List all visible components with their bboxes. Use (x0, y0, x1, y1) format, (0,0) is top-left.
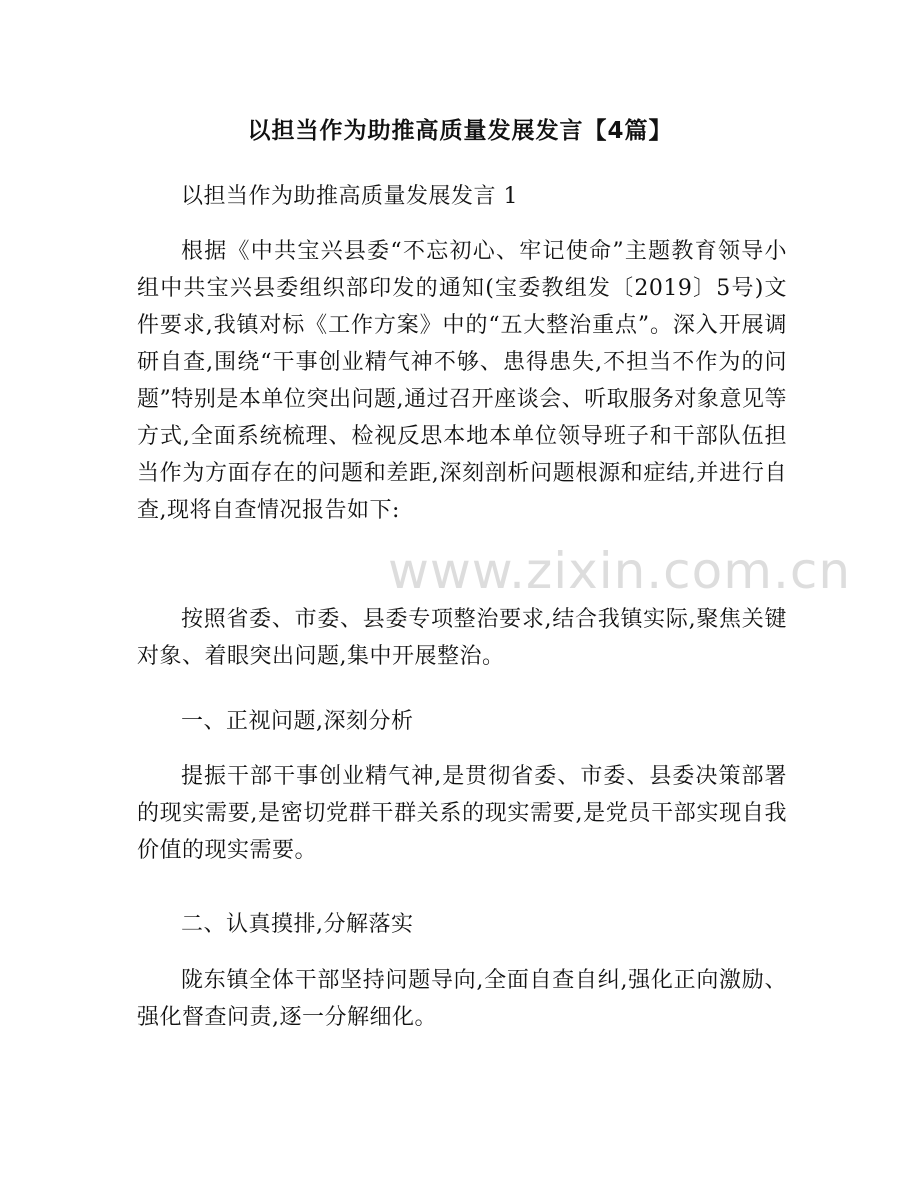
section-heading-1: 以担当作为助推高质量发展发言 1 (181, 184, 518, 209)
section-heading-investigate: 二、认真摸排,分解落实 (181, 912, 414, 937)
watermark: www.zixin.com.cn (388, 542, 852, 600)
document-title: 以担当作为助推高质量发展发言【4篇】 (247, 118, 673, 144)
paragraph-longdong: 陇东镇全体干部坚持问题导向,全面自查自纠,强化正向激励、强化督查问责,逐一分解细化。 (137, 968, 787, 1030)
paragraph-intro: 根据《中共宝兴县委“不忘初心、牢记使命”主题教育领导小组中共宝兴县委组织部印发的通知(宝委教组发〔2019〕5号)文件要求,我镇对标《工作方案》中的“五大整治重点”。深入开展调研自查,围绕“干事创业精气神不够、患得患失,不担当不作为的问题”特别是本单位突出问题,通过召开座谈会、听取服务对象意见等方式,全面系统梳理、检视反思本地本单位领导班子和干部队伍担当作为方面存在的问题和差距,深刻剖析问题根源和症结,并进行自查,现将自查情况报告如下: (137, 239, 787, 523)
paragraph-rectification: 按照省委、市委、县委专项整治要求,结合我镇实际,聚焦关键对象、着眼突出问题,集中开展整治。 (137, 607, 787, 669)
paragraph-morale: 提振干部干事创业精气神,是贯彻省委、市委、县委决策部署的现实需要,是密切党群干群关系的现实需要,是党员干部实现自我价值的现实需要。 (137, 764, 787, 863)
section-heading-face-problems: 一、正视问题,深刻分析 (181, 709, 414, 734)
